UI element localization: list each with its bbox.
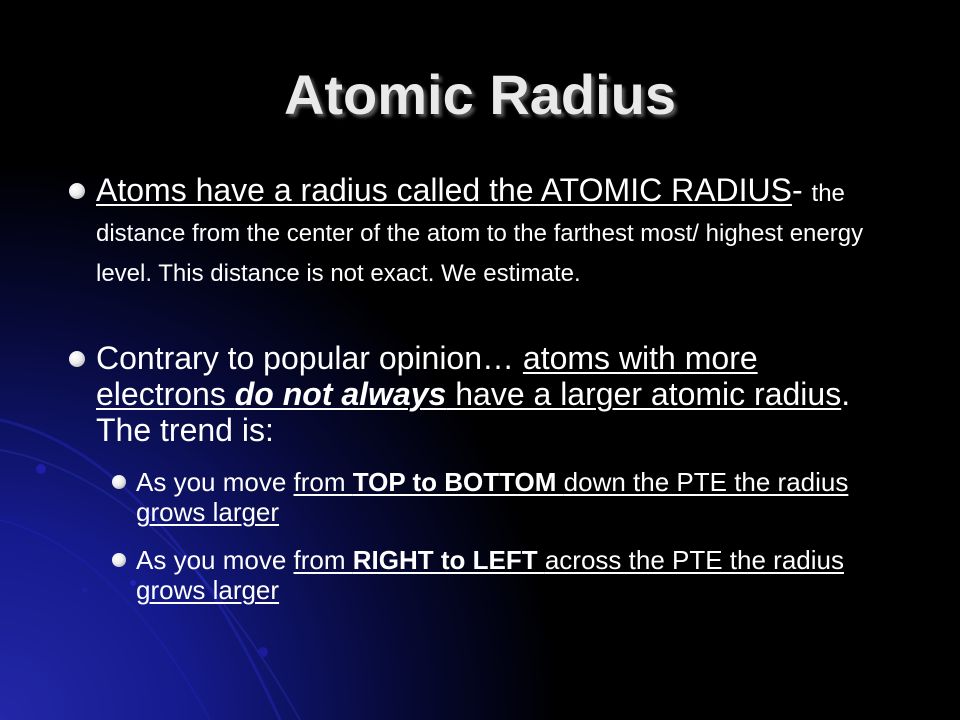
- bullet-icon: [69, 351, 85, 367]
- trend-intro-lead: Contrary to popular opinion…: [96, 340, 523, 376]
- subbullet-result: across the PTE the radius grows larger: [136, 545, 844, 605]
- subbullet-from: from: [293, 545, 353, 575]
- atomic-radius-term: Atoms have a radius called the ATOMIC RADIUS: [96, 172, 792, 208]
- subbullet-right-to-left: [136, 545, 896, 605]
- trend-intro-larger-radius: have a larger atomic radius: [446, 376, 842, 412]
- bullet-icon: [112, 475, 126, 489]
- bullet-atomic-radius-definition: [96, 172, 896, 292]
- trend-intro-underlined: atoms with more electrons: [96, 340, 758, 412]
- slide-title: Atomic Radius: [283, 63, 677, 126]
- subbullet-from: from: [293, 467, 353, 497]
- bullet-icon: [69, 183, 85, 199]
- trend-intro-emphasis: do not always: [234, 376, 447, 412]
- subbullet-direction: RIGHT to LEFT: [352, 545, 545, 575]
- bullet-trend-intro: [96, 340, 896, 448]
- subbullet-direction: TOP to BOTTOM: [352, 467, 564, 497]
- subbullet-top-to-bottom: [136, 467, 896, 527]
- subbullet-lead: As you move: [136, 545, 294, 575]
- trend-intro-tail: . The trend is:: [96, 376, 851, 448]
- subbullet-lead: As you move: [136, 467, 294, 497]
- bullet-icon: [112, 553, 126, 567]
- atomic-radius-explanation: the distance from the center of the atom to the farthest most/ highest energy level. This distance is not exact. We estimate.: [96, 180, 864, 287]
- dash-separator: -: [791, 172, 812, 208]
- subbullet-result: down the PTE the radius grows larger: [136, 467, 849, 527]
